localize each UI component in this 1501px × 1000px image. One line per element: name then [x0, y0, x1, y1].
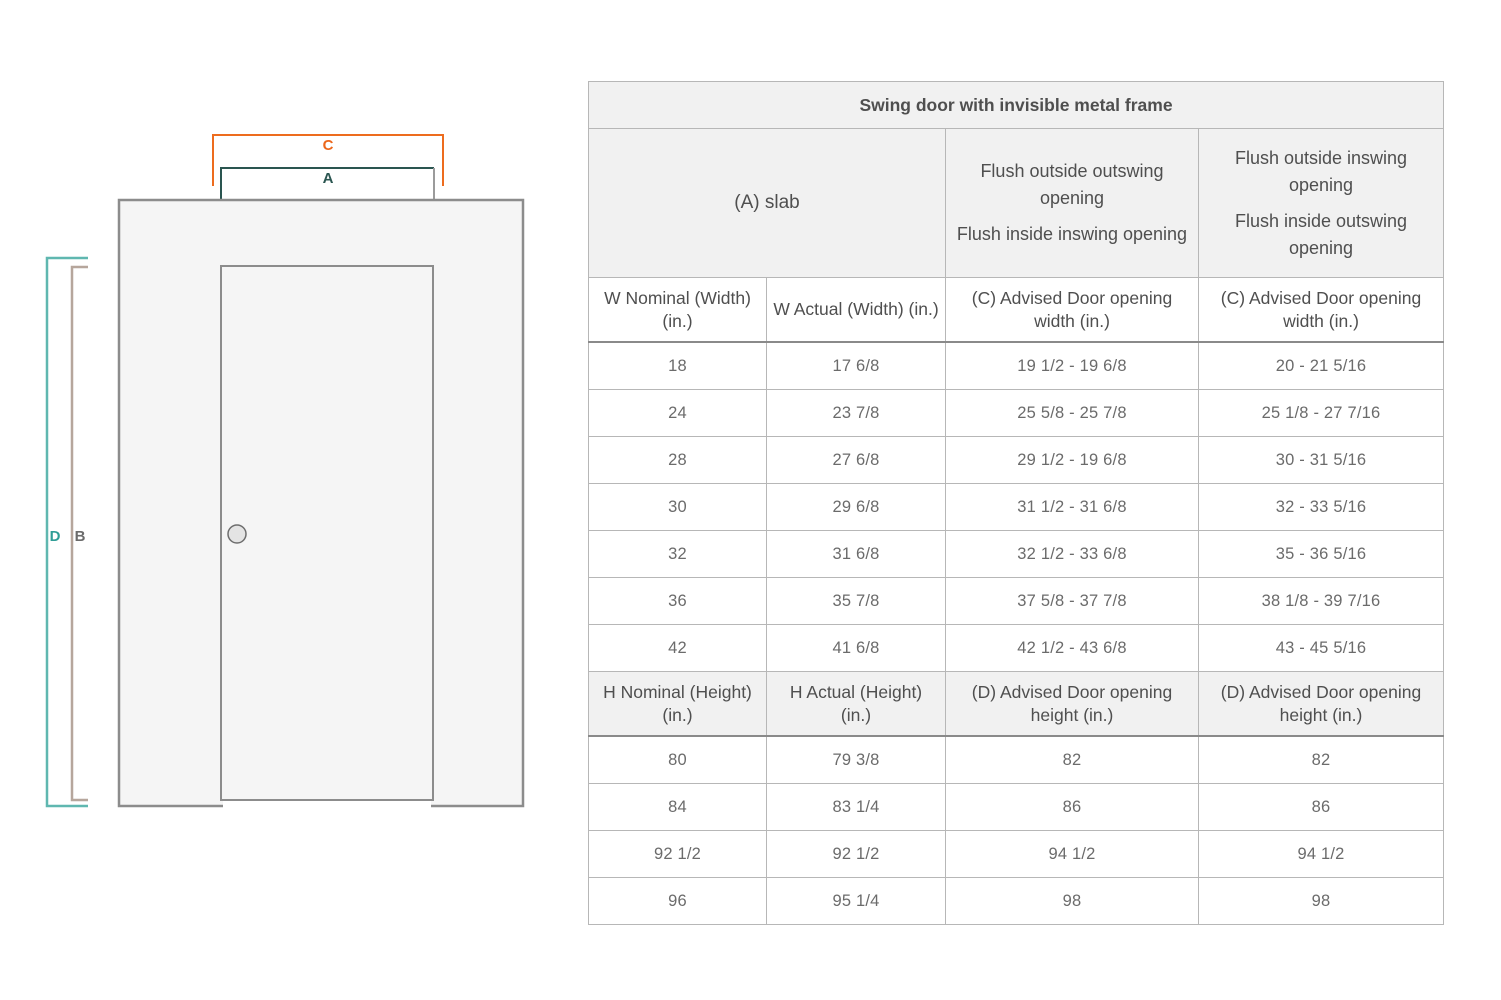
table-cell: 94 1/2 — [946, 831, 1199, 878]
table-row — [589, 484, 1444, 531]
header-d-opening-height-inswing: (D) Advised Door opening height (in.) — [1199, 672, 1444, 737]
header-outswing-opening — [946, 129, 1199, 278]
height-rows-body — [589, 736, 1444, 925]
header-c-opening-width-inswing: (C) Advised Door opening width (in.) — [1199, 278, 1444, 343]
header-c-opening-width-outswing: (C) Advised Door opening width (in.) — [946, 278, 1199, 343]
table-title-row — [589, 82, 1444, 129]
table-cell: 42 1/2 - 43 6/8 — [946, 625, 1199, 672]
table-cell: 27 6/8 — [767, 437, 946, 484]
table-cell: 19 1/2 - 19 6/8 — [946, 342, 1199, 390]
table-cell: 37 5/8 - 37 7/8 — [946, 578, 1199, 625]
table-cell: 23 7/8 — [767, 390, 946, 437]
table-cell: 31 1/2 - 31 6/8 — [946, 484, 1199, 531]
table-cell: 36 — [589, 578, 767, 625]
table-cell: 83 1/4 — [767, 784, 946, 831]
table-row — [589, 531, 1444, 578]
table-cell: 96 — [589, 878, 767, 925]
table-cell: 31 6/8 — [767, 531, 946, 578]
header-w-nominal: W Nominal (Width) (in.) — [589, 278, 767, 343]
header-line: Flush outside inswing opening — [1234, 147, 1408, 195]
table-cell: 20 - 21 5/16 — [1199, 342, 1444, 390]
header-line: Flush inside inswing opening — [956, 224, 1188, 244]
table-cell: 94 1/2 — [1199, 831, 1444, 878]
table-row — [589, 390, 1444, 437]
table-cell: 32 - 33 5/16 — [1199, 484, 1444, 531]
table-cell: 17 6/8 — [767, 342, 946, 390]
table-cell: 38 1/8 - 39 7/16 — [1199, 578, 1444, 625]
table-cell: 35 - 36 5/16 — [1199, 531, 1444, 578]
table-row — [589, 625, 1444, 672]
table-cell: 86 — [1199, 784, 1444, 831]
table-cell: 80 — [589, 736, 767, 784]
dim-label-a: A — [322, 170, 334, 187]
header-slab: (A) slab — [589, 129, 946, 278]
header-h-nominal: H Nominal (Height) (in.) — [589, 672, 767, 737]
header-line: Flush outside outswing opening — [980, 161, 1164, 208]
width-section-header-row — [589, 278, 1444, 343]
table-cell: 92 1/2 — [589, 831, 767, 878]
dim-label-d: D — [49, 528, 61, 545]
door-size-table — [588, 81, 1444, 925]
table-title: Swing door with invisible metal frame — [589, 82, 1444, 129]
header-w-actual: W Actual (Width) (in.) — [767, 278, 946, 343]
table-cell: 30 — [589, 484, 767, 531]
table-cell: 42 — [589, 625, 767, 672]
table-cell: 28 — [589, 437, 767, 484]
header-d-opening-height-outswing: (D) Advised Door opening height (in.) — [946, 672, 1199, 737]
table-cell: 35 7/8 — [767, 578, 946, 625]
dim-label-c: C — [322, 137, 334, 154]
table-cell: 29 6/8 — [767, 484, 946, 531]
table-row — [589, 437, 1444, 484]
table-header-row — [589, 129, 1444, 278]
header-line: Flush inside outswing opening — [1234, 210, 1408, 258]
table-cell: 32 1/2 - 33 6/8 — [946, 531, 1199, 578]
table-cell: 84 — [589, 784, 767, 831]
door-knob-icon — [228, 525, 246, 543]
table-cell: 95 1/4 — [767, 878, 946, 925]
table-cell: 29 1/2 - 19 6/8 — [946, 437, 1199, 484]
door-slab — [221, 266, 433, 800]
table-cell: 43 - 45 5/16 — [1199, 625, 1444, 672]
table-cell: 92 1/2 — [767, 831, 946, 878]
table-cell: 98 — [1199, 878, 1444, 925]
table-cell: 32 — [589, 531, 767, 578]
dim-label-b: B — [74, 528, 86, 545]
table-row — [589, 784, 1444, 831]
table-cell: 98 — [946, 878, 1199, 925]
table-cell: 24 — [589, 390, 767, 437]
table-cell: 25 1/8 - 27 7/16 — [1199, 390, 1444, 437]
table-row — [589, 578, 1444, 625]
table-cell: 79 3/8 — [767, 736, 946, 784]
table-cell: 25 5/8 - 25 7/8 — [946, 390, 1199, 437]
table-cell: 86 — [946, 784, 1199, 831]
table-row — [589, 736, 1444, 784]
table-row — [589, 342, 1444, 390]
table-cell: 82 — [1199, 736, 1444, 784]
header-h-actual: H Actual (Height) (in.) — [767, 672, 946, 737]
height-section-header-row — [589, 672, 1444, 737]
table-cell: 18 — [589, 342, 767, 390]
table-row — [589, 878, 1444, 925]
width-rows-body — [589, 342, 1444, 672]
table-cell: 41 6/8 — [767, 625, 946, 672]
table-cell: 82 — [946, 736, 1199, 784]
table-row — [589, 831, 1444, 878]
table-cell: 30 - 31 5/16 — [1199, 437, 1444, 484]
door-diagram — [0, 0, 560, 1000]
header-inswing-opening — [1199, 129, 1444, 278]
